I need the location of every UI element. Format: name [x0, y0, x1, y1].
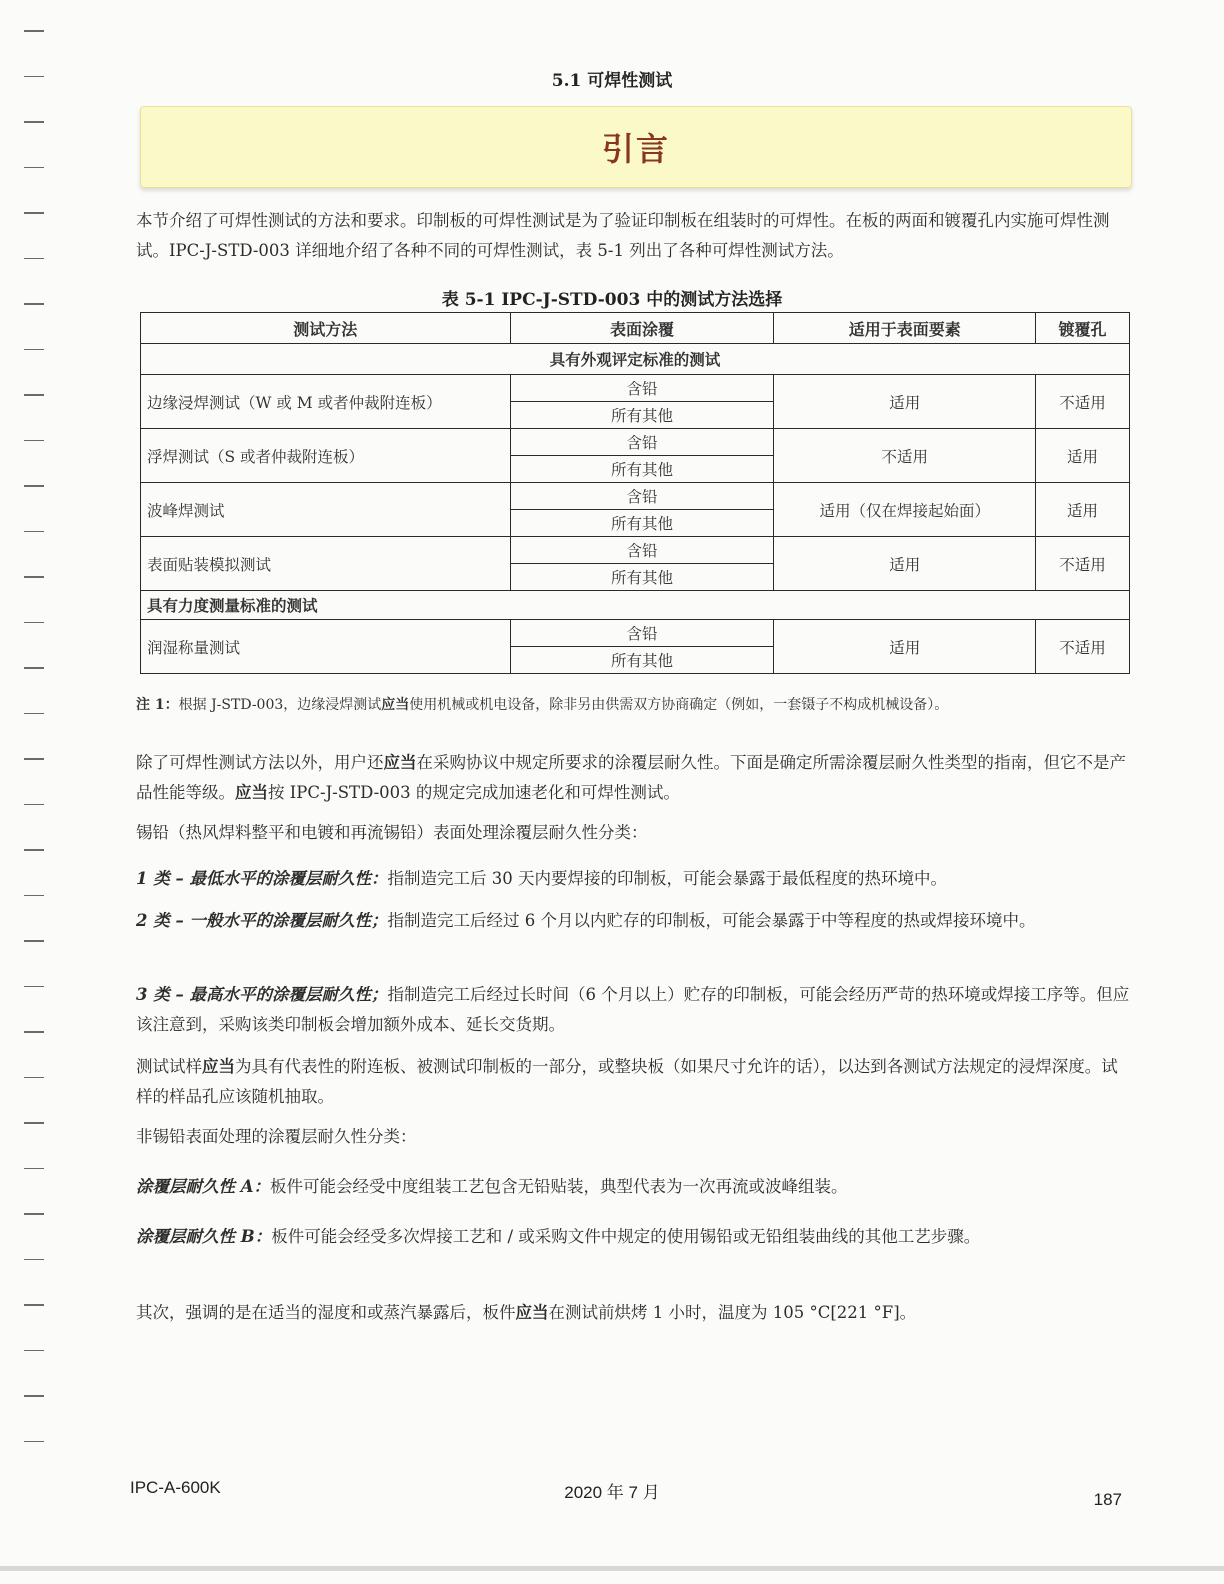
- coat-cell: 所有其他: [510, 402, 774, 429]
- footer-doc-id: IPC-A-600K: [130, 1478, 221, 1497]
- coat-cell: 所有其他: [510, 647, 774, 674]
- tinlead-heading: 锡铅（热风焊料整平和电镀和再流锡铅）表面处理涂覆层耐久性分类：: [136, 823, 648, 842]
- header-pth: 镀覆孔: [1036, 313, 1130, 344]
- header-coating: 表面涂覆: [510, 313, 774, 344]
- class2-paragraph: [136, 906, 1132, 936]
- pth-cell: 不适用: [1036, 375, 1130, 429]
- page-number: 187: [1093, 1490, 1122, 1509]
- coat-cell: 含铅: [510, 537, 774, 564]
- class3-text: 指制造完工后经过长时间（6 个月以上）贮存的印制板，可能会经历严苛的热环境或焊接工序等。但应该注意到，采购该类印制板会增加额外成本、延长交货期。: [136, 985, 1130, 1034]
- method-cell: 润湿称量测试: [141, 620, 511, 674]
- coat-cell: 所有其他: [510, 510, 774, 537]
- coat-cell: 所有其他: [510, 564, 774, 591]
- text: 其次，强调的是在适当的湿度和或蒸汽暴露后，板件: [136, 1303, 516, 1322]
- test-method-table: [140, 312, 1130, 674]
- class2-text: 指制造完工后经过 6 个月以内贮存的印制板，可能会暴露于中等程度的热或焊接环境中。: [387, 911, 1036, 930]
- emphasis: 应当: [383, 753, 417, 772]
- text: 为具有代表性的附连板、被测试印制板的一部分，或整块板（如果尺寸允许的话），以达到各测试方法规定的浸焊深度。试样的样品孔应该随机抽取。: [136, 1057, 1118, 1106]
- class1-text: 指制造完工后 30 天内要焊接的印制板，可能会暴露于最低程度的热环境中。: [387, 869, 947, 888]
- intro-banner: [140, 106, 1132, 188]
- text: 按 IPC-J-STD-003 的规定完成加速老化和可焊性测试。: [268, 783, 680, 802]
- note-text: 使用机械或机电设备，除非另由供需双方协商确定（例如，一套镊子不构成机械设备）。: [409, 697, 949, 713]
- header-method: 测试方法: [141, 313, 511, 344]
- pth-cell: 不适用: [1036, 620, 1130, 674]
- durB-label: 涂覆层耐久性 B：: [136, 1227, 272, 1246]
- coat-cell: 含铅: [510, 483, 774, 510]
- table-row: [141, 537, 1130, 564]
- table-caption: 表 5-1 IPC-J-STD-003 中的测试方法选择: [441, 290, 783, 310]
- surface-cell: 适用: [774, 620, 1036, 674]
- coat-cell: 含铅: [510, 429, 774, 456]
- durA-text: 板件可能会经受中度组装工艺包含无铅贴装，典型代表为一次再流或波峰组装。: [270, 1177, 848, 1196]
- method-cell: 浮焊测试（S 或者仲裁附连板）: [141, 429, 511, 483]
- table-row: [141, 429, 1130, 456]
- pth-cell: 不适用: [1036, 537, 1130, 591]
- durA-label: 涂覆层耐久性 A：: [136, 1177, 271, 1196]
- emphasis: 应当: [515, 1303, 549, 1322]
- table-header-row: [141, 313, 1130, 344]
- banner-title: 引言: [601, 130, 670, 168]
- surface-cell: 不适用: [774, 429, 1036, 483]
- method-cell: 表面贴装模拟测试: [141, 537, 511, 591]
- nontin-heading: 非锡铅表面处理的涂覆层耐久性分类：: [136, 1127, 417, 1146]
- text: 在测试前烘烤 1 小时，温度为 105 °C[221 °F]。: [548, 1303, 917, 1322]
- durB-paragraph: [136, 1222, 1132, 1252]
- note-text: 根据 J-STD-003，边缘浸焊测试: [178, 697, 382, 713]
- emphasis: 应当: [235, 783, 268, 802]
- method-cell: 波峰焊测试: [141, 483, 511, 537]
- bake-paragraph: [136, 1298, 1132, 1328]
- section-heading: 5.1 可焊性测试: [551, 71, 673, 91]
- table-note: [136, 694, 1132, 714]
- group-force-title: 具有力度测量标准的测试: [141, 591, 1130, 620]
- note-emphasis: 应当: [381, 697, 410, 713]
- class1-paragraph: [136, 864, 1132, 894]
- method-cell: 边缘浸焊测试（W 或 M 或者仲裁附连板）: [141, 375, 511, 429]
- pth-cell: 适用: [1036, 429, 1130, 483]
- text: 测试试样: [136, 1057, 202, 1076]
- surface-cell: 适用: [774, 537, 1036, 591]
- bottom-edge: [0, 1566, 1224, 1571]
- text: 除了可焊性测试方法以外，用户还: [136, 753, 384, 772]
- binder-marks: [24, 30, 46, 1486]
- surface-cell: 适用: [774, 375, 1036, 429]
- durA-paragraph: [136, 1172, 1132, 1202]
- table-row: [141, 483, 1130, 510]
- header-surface: 适用于表面要素: [774, 313, 1036, 344]
- durB-text: 板件可能会经受多次焊接工艺和 / 或采购文件中规定的使用锡铅或无铅组装曲线的其他工艺步骤。: [271, 1227, 981, 1246]
- emphasis: 应当: [202, 1057, 235, 1076]
- text: 在采购协议中规定所要求的涂覆层耐久性。下面是确定所需涂覆层耐久性类型的指南，但它不是产品性能等级。: [136, 753, 1126, 802]
- surface-cell: 适用（仅在焊接起始面）: [774, 483, 1036, 537]
- note-label: 注 1：: [136, 697, 179, 713]
- intro-paragraph: 本节介绍了可焊性测试的方法和要求。印制板的可焊性测试是为了验证印制板在组装时的可焊性。在板的两面和镀覆孔内实施可焊性测试。IPC-J-STD-003 详细地介绍了各种不同的可焊性测试，表 5-1 列出了各种可焊性测试方法。: [136, 211, 1110, 260]
- coat-cell: 含铅: [510, 375, 774, 402]
- specimen-paragraph: [136, 1052, 1132, 1112]
- coat-cell: 所有其他: [510, 456, 774, 483]
- class2-label: 2 类 – 一般水平的涂覆层耐久性；: [136, 911, 388, 930]
- class3-paragraph: [136, 980, 1132, 1040]
- table-row: [141, 620, 1130, 647]
- pth-cell: 适用: [1036, 483, 1130, 537]
- footer-date: 2020 年 7 月: [564, 1483, 660, 1502]
- table-row: [141, 375, 1130, 402]
- class1-label: 1 类 – 最低水平的涂覆层耐久性：: [136, 869, 388, 888]
- durability-paragraph: [136, 748, 1132, 808]
- coat-cell: 含铅: [510, 620, 774, 647]
- group-visual-title: 具有外观评定标准的测试: [141, 344, 1130, 375]
- class3-label: 3 类 – 最高水平的涂覆层耐久性；: [136, 985, 388, 1004]
